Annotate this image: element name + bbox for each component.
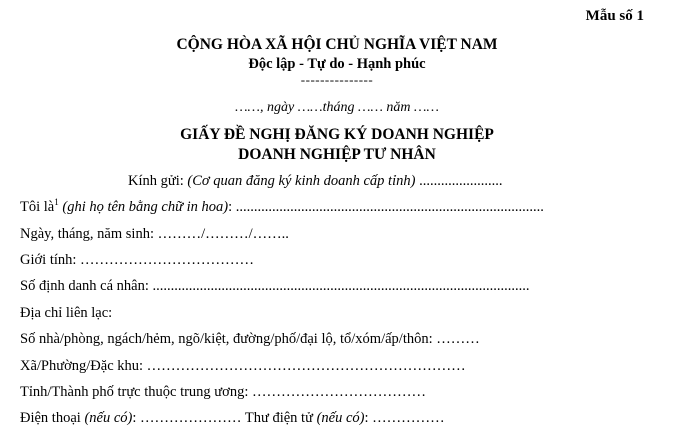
- recipient-line: [128, 173, 502, 190]
- email-label: Thư điện tử: [244, 410, 317, 426]
- recipient-hint: (Cơ quan đăng ký kinh doanh cấp tỉnh): [187, 173, 416, 189]
- email-dots[interactable]: : ……………: [364, 410, 445, 426]
- footnote-marker: 1: [54, 197, 59, 208]
- phone-hint: (nếu có): [84, 410, 133, 426]
- document-title: GIẤY ĐỀ NGHỊ ĐĂNG KÝ DOANH NGHIỆP: [180, 126, 494, 143]
- name-dots[interactable]: : .....................................................................................: [228, 199, 544, 215]
- street-field[interactable]: Số nhà/phòng, ngách/hẻm, ngõ/kiệt, đường/phố/đại lộ, tổ/xóm/ấp/thôn: ………: [20, 331, 480, 347]
- country-name: CỘNG HÒA XÃ HỘI CHỦ NGHĨA VIỆT NAM: [176, 36, 498, 53]
- name-label: Tôi là: [20, 199, 55, 215]
- dob-field[interactable]: Ngày, tháng, năm sinh: ………/………/……..: [20, 226, 289, 242]
- id-number-field[interactable]: Số định danh cá nhân: ........................................................................................................: [20, 278, 530, 294]
- form-number: Mẫu số 1: [585, 8, 644, 24]
- header-divider: ---------------: [300, 72, 374, 87]
- address-label: Địa chỉ liên lạc:: [20, 305, 113, 321]
- email-hint: (nếu có): [316, 410, 365, 426]
- recipient-dots[interactable]: .......................: [415, 173, 503, 189]
- name-hint: (ghi họ tên bằng chữ in hoa): [58, 199, 229, 215]
- phone-dots[interactable]: : …………………: [132, 410, 245, 426]
- recipient-label: Kính gửi:: [128, 173, 188, 189]
- national-motto: Độc lập - Tự do - Hạnh phúc: [248, 56, 426, 72]
- province-field[interactable]: Tỉnh/Thành phố trực thuộc trung ương: ………………………………: [20, 384, 426, 400]
- gender-field[interactable]: Giới tính: ………………………………: [20, 252, 255, 268]
- document-subtitle: DOANH NGHIỆP TƯ NHÂN: [238, 146, 436, 163]
- phone-label: Điện thoại: [20, 410, 85, 426]
- name-field: [20, 199, 544, 216]
- contact-line: [20, 410, 445, 427]
- ward-field[interactable]: Xã/Phường/Đặc khu: …………………………………………………………: [20, 358, 466, 374]
- date-line: ……, ngày ……tháng …… năm ……: [235, 100, 439, 115]
